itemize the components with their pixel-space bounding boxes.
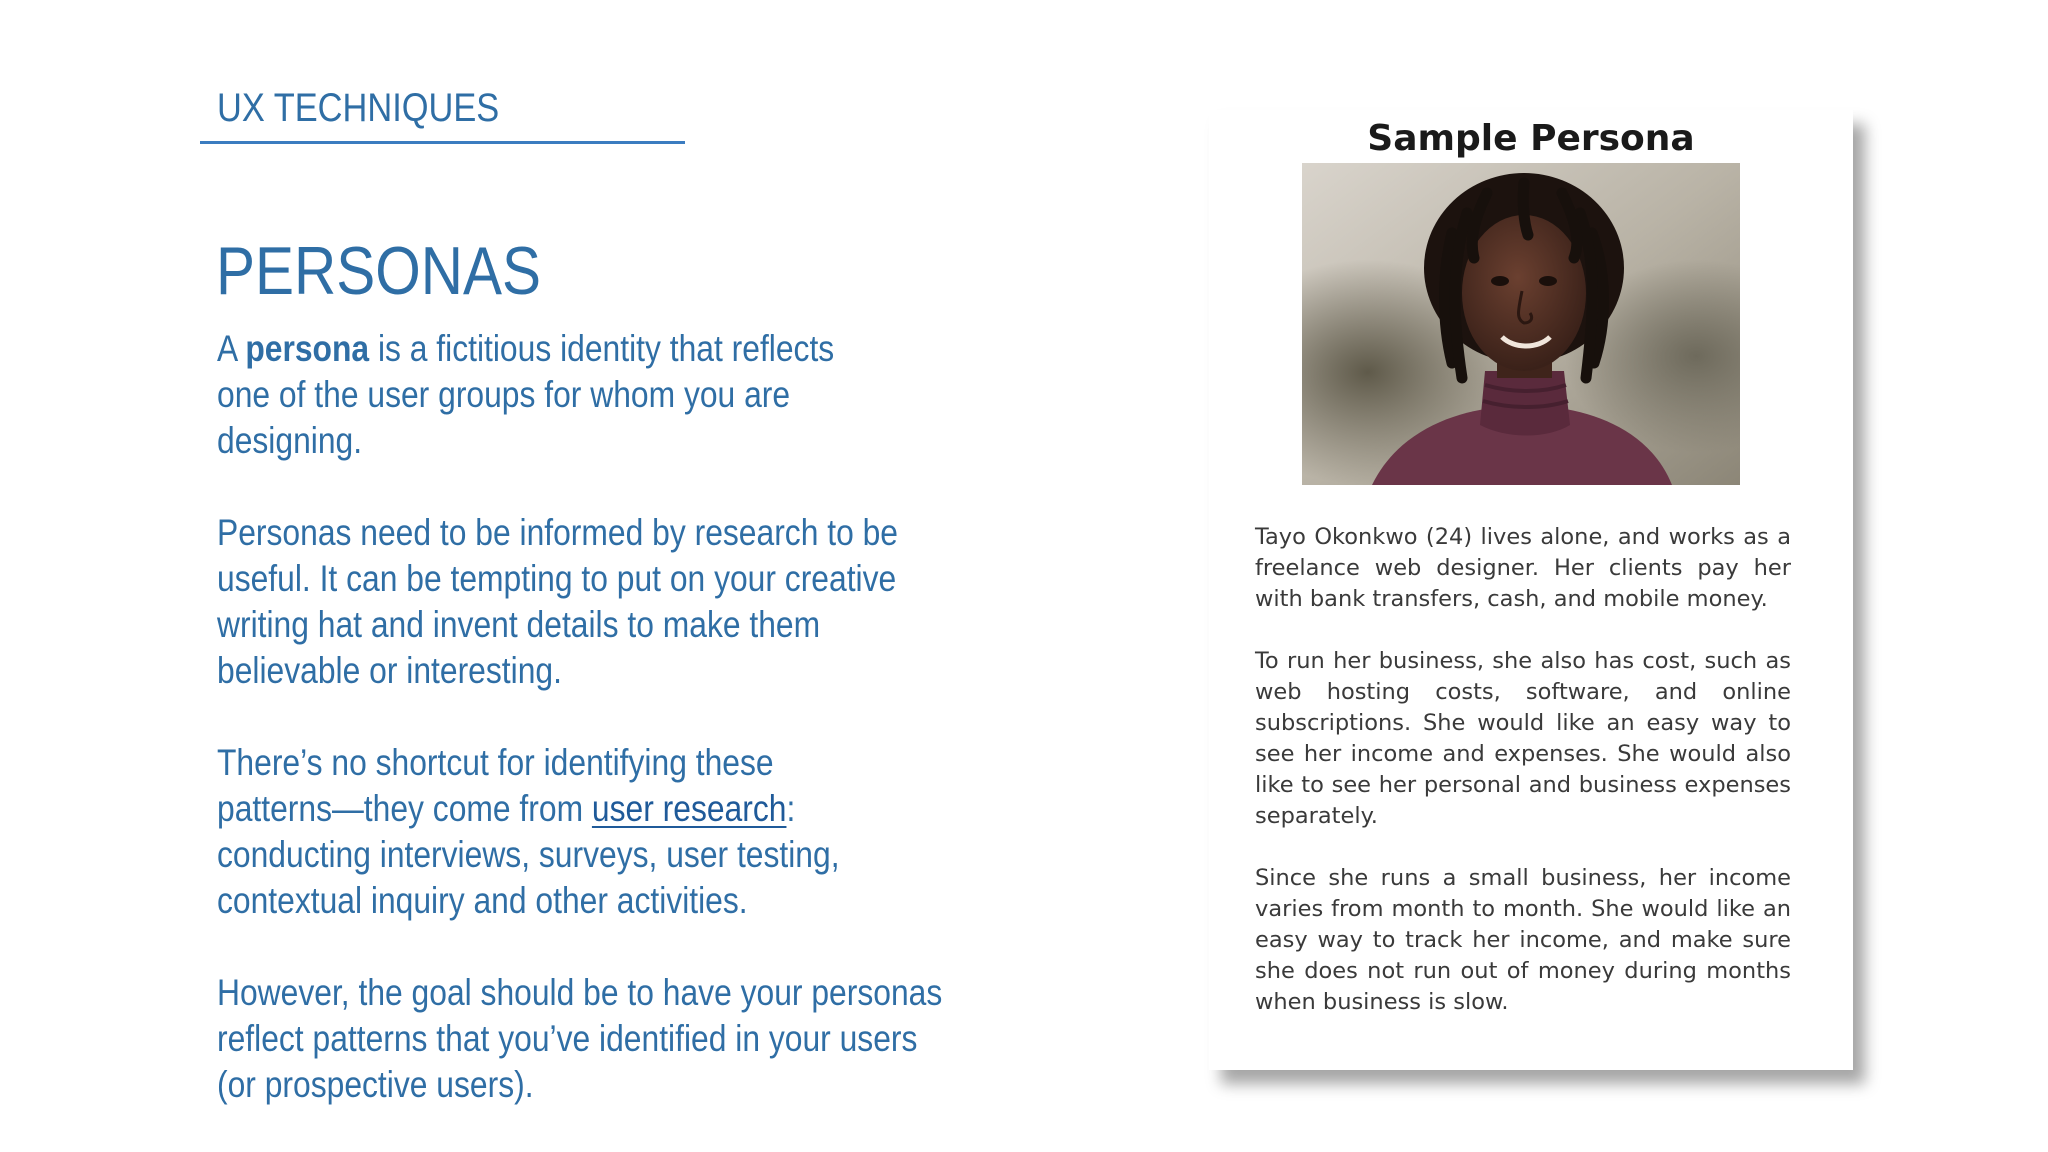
text-line: conducting interviews, surveys, user testing, <box>217 834 840 875</box>
portrait-photo-icon <box>1302 163 1740 485</box>
text-span: : <box>786 788 796 829</box>
text-line: contextual inquiry and other activities. <box>217 880 748 921</box>
text-line: There’s no shortcut for identifying these <box>217 742 774 783</box>
persona-term: persona <box>245 328 370 369</box>
text-line <box>217 786 957 832</box>
text-line: designing. <box>217 420 363 461</box>
persona-paragraph: Since she runs a small business, her income varies from month to month. She would like an easy way to track her income, and make sure she does not run out of money during months when business is slow. <box>1255 865 1791 1015</box>
section-label: UX TECHNIQUES <box>217 86 500 130</box>
paragraph-research <box>217 510 957 694</box>
text-span: patterns—they come from <box>217 788 592 829</box>
text-line: one of the user groups for whom you are <box>217 374 791 415</box>
persona-description <box>1255 522 1791 1049</box>
text-line: believable or interesting. <box>217 650 562 691</box>
persona-photo <box>1302 163 1740 485</box>
paragraph-goal <box>217 970 957 1108</box>
section-divider <box>200 141 685 144</box>
text-line: reflect patterns that you’ve identified in your users <box>217 1018 918 1059</box>
persona-card <box>1209 110 1853 1070</box>
text-line: Personas need to be informed by research to be <box>217 512 899 553</box>
page-title: PERSONAS <box>216 233 541 309</box>
persona-card-title: Sample Persona <box>1367 118 1695 159</box>
persona-paragraph: Tayo Okonkwo (24) lives alone, and works as a freelance web designer. Her clients pay her with bank transfers, cash, and mobile money. <box>1255 524 1791 612</box>
text-span: is a fictitious identity that reflects <box>369 328 835 369</box>
body-text <box>217 326 957 1152</box>
text-line: writing hat and invent details to make them <box>217 604 821 645</box>
text-line: useful. It can be tempting to put on your creative <box>217 558 897 599</box>
text-span: A <box>217 328 246 369</box>
user-research-link[interactable]: user research <box>591 788 787 829</box>
paragraph-patterns <box>217 740 957 924</box>
text-line <box>217 326 957 372</box>
text-line: (or prospective users). <box>217 1064 534 1105</box>
text-line: However, the goal should be to have your personas <box>217 972 943 1013</box>
paragraph-definition <box>217 326 957 464</box>
persona-paragraph: To run her business, she also has cost, such as web hosting costs, software, and online subscriptions. She would like an easy way to see her income and expenses. She would also like to see her personal and business expenses separately. <box>1255 648 1791 829</box>
